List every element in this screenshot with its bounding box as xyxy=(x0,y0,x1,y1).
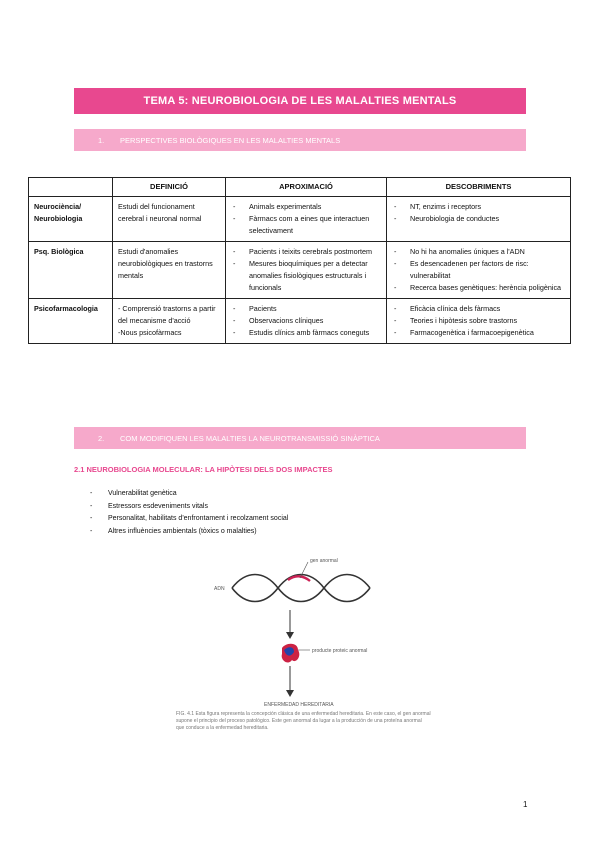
subsection-heading: 2.1 NEUROBIOLOGIA MOLECULAR: LA HIPÒTESI DELS DOS IMPACTES xyxy=(74,465,333,474)
figure-diagram xyxy=(170,548,440,708)
section-1-label: PERSPECTIVES BIOLÒGIQUES EN LES MALALTIES MENTALS xyxy=(120,135,341,145)
arrow-2-head xyxy=(286,690,294,697)
figure-caption: FIG. 4.1 Esta figura representa la concepción clásica de una enfermedad hereditaria. En este caso, el gen anormal supone el principio del proceso patológico. Este gen anormal da lugar a la producción de una proteína anormal que conduce a la enfermedad hereditaria. xyxy=(176,711,431,731)
factors-list xyxy=(90,488,288,538)
table-row xyxy=(29,197,571,242)
disease-label: ENFERMEDAD HEREDITARIA xyxy=(264,702,334,708)
list-item: - Estudis clínics amb fàrmacs coneguts xyxy=(231,327,381,339)
list-item: - NT, enzims i receptors xyxy=(392,201,565,213)
definition-cell xyxy=(113,242,226,299)
table-row xyxy=(29,242,571,299)
section-2-heading xyxy=(74,427,526,449)
list-item: - Observacions clíniques xyxy=(231,315,381,327)
header-aproximacio: APROXIMACIÓ xyxy=(226,178,387,197)
header-descobriments: DESCOBRIMENTS xyxy=(387,178,571,197)
dna-strand-a xyxy=(232,575,370,602)
definition-text: - Comprensió trastorns a partir del mecanisme d'acció xyxy=(118,304,216,325)
dna-strand-b xyxy=(232,575,370,602)
section-1-heading xyxy=(74,129,526,151)
table-corner-cell xyxy=(29,178,113,197)
discoveries-cell xyxy=(387,197,571,242)
list-item: - Estressors esdeveniments vitals xyxy=(90,501,288,514)
table-row xyxy=(29,299,571,344)
header-definicio: DEFINICIÓ xyxy=(113,178,226,197)
definition-text: Estudi del funcionament cerebral i neuronal normal xyxy=(118,202,202,223)
arrow-1-head xyxy=(286,632,294,639)
list-item: - Teories i hipòtesis sobre trastorns xyxy=(392,315,565,327)
list-item: - Mesures bioquímiques per a detectar anomalies fisiològiques estructurals i funcionals xyxy=(231,258,381,294)
list-item: - Altres influències ambientals (tòxics o malalties) xyxy=(90,526,288,539)
list-item: - Animals experimentals xyxy=(231,201,381,213)
list-item: - Eficàcia clínica dels fàrmacs xyxy=(392,303,565,315)
section-2-label: COM MODIFIQUEN LES MALALTIES LA NEUROTRANSMISSIÓ SINÀPTICA xyxy=(120,433,380,443)
dna-label: ADN xyxy=(214,586,225,592)
list-item: - Neurobiologia de conductes xyxy=(392,213,565,225)
gene-label: gen anormal xyxy=(310,558,338,564)
definition-text: Estudi d'anomalies neurobiològiques en trastorns mentals xyxy=(118,247,213,280)
list-item: - Vulnerabilitat genètica xyxy=(90,488,288,501)
approach-cell xyxy=(226,242,387,299)
perspectives-table xyxy=(28,177,571,344)
list-item: - Pacients i teixits cerebrals postmortem xyxy=(231,246,381,258)
definition-cell xyxy=(113,299,226,344)
discoveries-cell xyxy=(387,299,571,344)
list-item: - Farmacogenètica i farmacoepigenètica xyxy=(392,327,565,339)
list-item: - Es desencadenen per factors de risc: vulnerabilitat xyxy=(392,258,565,282)
table-header-row xyxy=(29,178,571,197)
list-item: - Personalitat, habilitats d'enfrontament i recolzament social xyxy=(90,513,288,526)
definition-cell xyxy=(113,197,226,242)
approach-cell xyxy=(226,299,387,344)
section-2-number: 2. xyxy=(98,433,105,443)
abnormal-gene-segment xyxy=(288,576,310,581)
page-number: 1 xyxy=(523,800,528,809)
list-item: - Pacients xyxy=(231,303,381,315)
discoveries-cell xyxy=(387,242,571,299)
list-item: - Fàrmacs com a eines que interactuen selectivament xyxy=(231,213,381,237)
section-1-number: 1. xyxy=(98,135,105,145)
document-title: TEMA 5: NEUROBIOLOGIA DE LES MALALTIES MENTALS xyxy=(74,88,526,114)
definition-text: -Nous psicofàrmacs xyxy=(118,328,182,337)
list-item: - No hi ha anomalies úniques a l'ADN xyxy=(392,246,565,258)
list-item: - Recerca bases genètiques: herència poligènica xyxy=(392,282,565,294)
row-heading: Neurociència/ Neurobiologia xyxy=(29,197,113,242)
row-heading: Psq. Biològica xyxy=(29,242,113,299)
hereditary-disease-figure xyxy=(170,548,440,753)
row-heading: Psicofarmacologia xyxy=(29,299,113,344)
approach-cell xyxy=(226,197,387,242)
protein-label: producte proteic anormal xyxy=(312,648,368,654)
